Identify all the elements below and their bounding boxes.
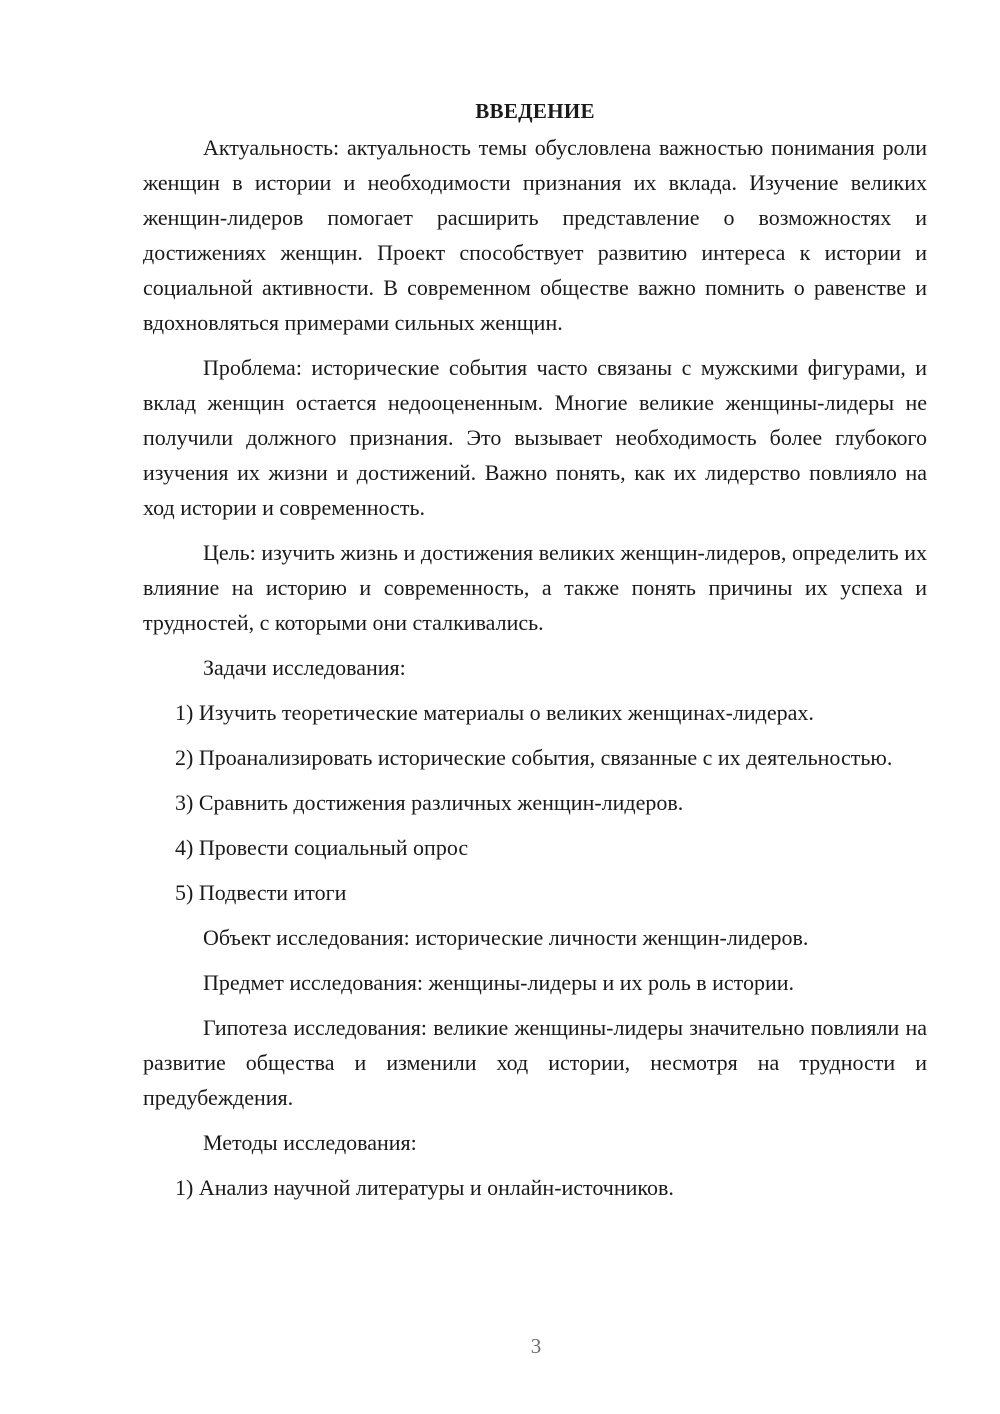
relevance-paragraph: Актуальность: актуальность темы обусловлена важностью понимания роли женщин в истории и необходимости признания их вклада. Изучение великих женщин-лидеров помогает расширить представление о возможностях и достижениях женщин. Проект способствует развитию интереса к истории и социальной активности. В современном обществе важно помнить о равенстве и вдохновляться примерами сильных женщин. [143,135,927,335]
tasks-heading: Задачи исследования: [203,655,406,680]
task-item: 2) Проанализировать исторические события, связанные с их деятельностью. [175,745,893,770]
methods-heading: Методы исследования: [203,1130,417,1155]
task-item: 3) Сравнить достижения различных женщин-лидеров. [175,790,684,815]
object-paragraph: Объект исследования: исторические личности женщин-лидеров. [203,925,809,950]
page-content [143,94,927,1215]
task-item: 1) Изучить теоретические материалы о великих женщинах-лидерах. [175,700,814,725]
problem-paragraph: Проблема: исторические события часто связаны с мужскими фигурами, и вклад женщин остается недооцененным. Многие великие женщины-лидеры не получили должного признания. Это вызывает необходимость более глубокого изучения их жизни и достижений. Важно понять, как их лидерство повлияло на ход истории и современность. [143,355,927,520]
page-number: 3 [530,1334,542,1358]
hypothesis-paragraph: Гипотеза исследования: великие женщины-лидеры значительно повлияли на развитие общества и изменили ход истории, несмотря на трудности и предубеждения. [143,1015,927,1110]
task-item: 5) Подвести итоги [175,880,347,905]
subject-paragraph: Предмет исследования: женщины-лидеры и их роль в истории. [203,970,795,995]
goal-paragraph: Цель: изучить жизнь и достижения великих женщин-лидеров, определить их влияние на историю и современность, а также понять причины их успеха и трудностей, с которыми они сталкивались. [143,540,927,635]
method-item: 1) Анализ научной литературы и онлайн-источников. [175,1175,674,1200]
section-title: ВВЕДЕНИЕ [475,99,595,123]
task-item: 4) Провести социальный опрос [175,835,469,860]
